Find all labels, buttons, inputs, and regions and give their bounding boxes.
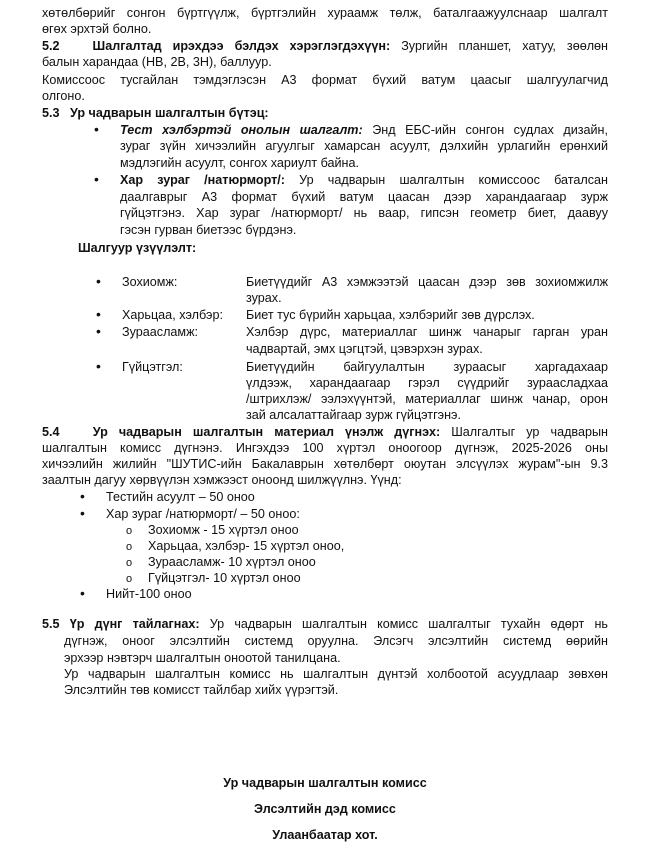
paragraph-line: өгөх эрхтэй болно. xyxy=(42,22,152,36)
signature-committee: Ур чадварын шалгалтын комисс xyxy=(223,776,427,790)
paragraph-line: олгоно. xyxy=(42,89,85,103)
criteria-desc: зай алсалаттайгаар зурж гүйцэтгэнэ. xyxy=(246,408,461,422)
paragraph-line: заалтын дагуу хөрвүүлэн хэмжээст оноонд шилжүүлнэ. Үүнд: xyxy=(42,473,402,487)
paragraph-line: Комиссоос тусгайлан тэмдэглэсэн А3 формат бүхий ватум цаасыг шалгуулагчид xyxy=(42,73,608,87)
structure-drawing-item xyxy=(120,172,608,188)
paragraph-line: гэсэн гурван биетээс бүрдэнэ. xyxy=(120,223,297,237)
criteria-desc: /штрихлэж/ ээлэхүүнтэй, материаллаг шинж чанар, орон xyxy=(246,392,608,406)
section-5-4-heading xyxy=(42,424,608,440)
criteria-name: • Гүйцэтгэл: xyxy=(122,359,183,375)
section-5-2-heading xyxy=(42,38,608,54)
paragraph-line: хичээлийн жилийн "ШУТИС-ийн Бакалаврын хөтөлбөрт оюутан элсүүлэх журам"-ын 9.3 xyxy=(42,457,608,471)
signature-city: Улаанбаатар хот. xyxy=(272,828,378,842)
item-text: Энд ЕБС-ийн сонгон судлах дизайн, xyxy=(362,123,609,137)
section-text: Ур чадварын шалгалтын комисс шалгалтыг тухайн өдөрт нь xyxy=(199,617,608,631)
paragraph-line: балын харандаа (НВ, 2В, 3Н), баллуур. xyxy=(42,55,272,69)
criteria-desc: Биет тус бүрийн харьцаа, хэлбэрийг зөв дүрслэх. xyxy=(246,308,535,322)
score-total: • Нийт-100 оноо xyxy=(106,586,192,602)
section-number: 5.4 xyxy=(42,425,60,439)
criteria-name: • Харьцаа, хэлбэр: xyxy=(122,307,223,323)
section-text: Шалгалтыг ур чадварын xyxy=(440,425,608,439)
score-subitem: o Зураасламж- 10 хүртэл оноо xyxy=(148,554,316,570)
paragraph-line: гүйцэтгэнэ. Хар зураг /натюрморт/ нь ваар, гипсэн геометр биет, даавуу xyxy=(120,206,608,220)
criteria-name: • Зураасламж: xyxy=(122,324,198,340)
item-title: Тест хэлбэртэй онолын шалгалт: xyxy=(120,123,363,137)
item-title: Хар зураг /натюрморт/: xyxy=(120,173,285,187)
section-number: 5.3 xyxy=(42,106,60,120)
criteria-desc: Хэлбэр дүрс, материаллаг шинж чанарыг гарган уран xyxy=(246,325,608,339)
paragraph-line: даалгаврыг А3 формат бүхий ватум цаасан дээр харандаагаар зурж xyxy=(120,190,608,204)
signature-subcommittee: Элсэлтийн дэд комисс xyxy=(254,802,396,816)
section-title: Ур чадварын шалгалтын материал үнэлж дүгнэх: xyxy=(92,425,441,439)
criteria-desc: чадвартай, эмх цэгцтэй, цэвэрхэн зурах. xyxy=(246,342,483,356)
section-number: 5.2 xyxy=(42,39,60,53)
criteria-heading: Шалгуур үзүүлэлт: xyxy=(78,241,197,255)
section-title: Үр дүнг тайлагнах: xyxy=(69,617,200,631)
score-item: • Тестийн асуулт – 50 оноо xyxy=(106,489,255,505)
paragraph-line: хөтөлбөрийг сонгон бүртгүүлж, бүртгэлийн хураамж төлж, баталгаажуулснаар шалгалт xyxy=(42,6,608,20)
score-subitem: o Зохиомж - 15 хүртэл оноо xyxy=(148,522,299,538)
item-text: Ур чадварын шалгалтын комиссоос баталсан xyxy=(284,173,608,187)
paragraph-line: зураг зүйн хичээлийн агуулгыг хамарсан асуулт, дэлхийн урлагийн ерөнхий xyxy=(120,139,608,153)
criteria-desc: үлдээж, харандаагаар гэрэл сүүдрийг зураасладхаа xyxy=(246,376,608,390)
paragraph-line: эрхээр нэвтэрч шалгалтын оноотой танилцана. xyxy=(64,651,341,665)
section-5-5-heading xyxy=(42,616,608,632)
score-subitem: o Гүйцэтгэл- 10 хүртэл оноо xyxy=(148,570,301,586)
paragraph-line: мэдлэгийн асуулт, сонгох хариулт байна. xyxy=(120,156,360,170)
criteria-name: • Зохиомж: xyxy=(122,274,177,290)
paragraph-line: Ур чадварын шалгалтын комисс нь шалгалтын дүнтэй холбоотой асуудлаар зөвхөн xyxy=(64,667,608,681)
paragraph-line: дүгнэж, оноог элсэлтийн системд оруулна. Элсэгч элсэлтийн системд өөрийн xyxy=(64,634,608,648)
section-5-3-heading xyxy=(42,105,269,121)
section-title: Шалгалтад ирэхдээ бэлдэх хэрэглэгдэхүүн: xyxy=(92,39,391,53)
criteria-desc: Биетүүдийн байгуулалтын зураасыг харгадахаар xyxy=(246,360,608,374)
section-number: 5.5 xyxy=(42,617,60,631)
criteria-desc: зурах. xyxy=(246,291,282,305)
score-item: • Хар зураг /натюрморт/ – 50 оноо: xyxy=(106,506,300,522)
paragraph-line: шалгалтын комисс дүгнэнэ. Ингэхдээ 100 хүртэл оноогоор дүгнэж, 2025-2026 оны xyxy=(42,441,608,455)
structure-test-item xyxy=(120,122,608,138)
score-subitem: o Харьцаа, хэлбэр- 15 хүртэл оноо, xyxy=(148,538,344,554)
section-title: Ур чадварын шалгалтын бүтэц: xyxy=(70,106,269,120)
section-text: Зургийн планшет, хатуу, зөөлөн xyxy=(390,39,609,53)
paragraph-line: Элсэлтийн төв комисст тайлбар хийх үүрэгтэй. xyxy=(64,683,339,697)
criteria-desc: Биетүүдийг А3 хэмжээтэй цаасан дээр зөв зохиомжилж xyxy=(246,275,608,289)
